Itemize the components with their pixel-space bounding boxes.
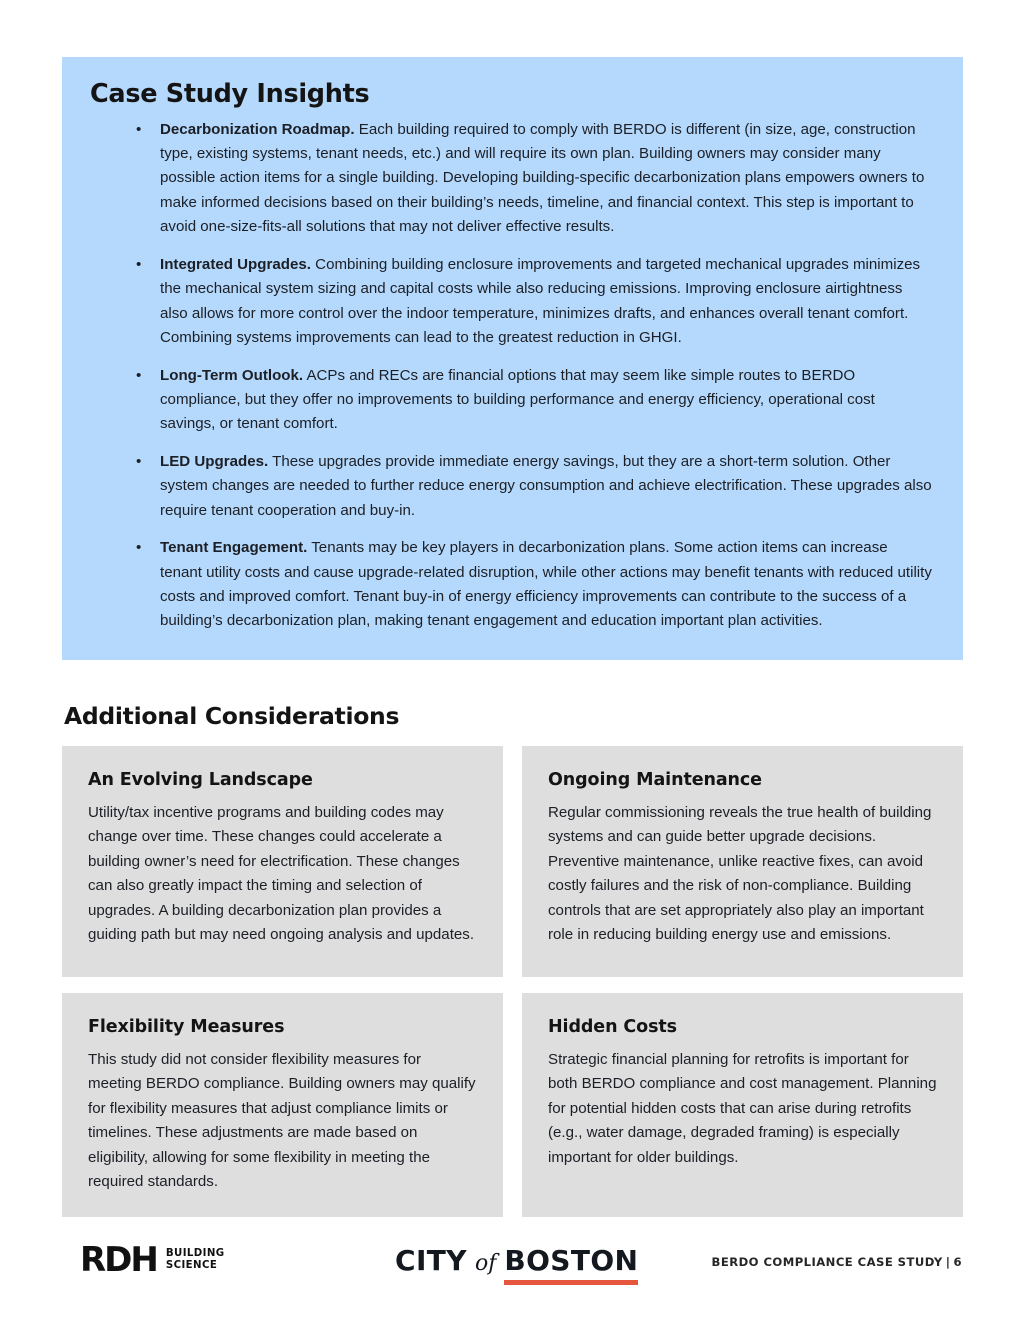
additional-considerations-title: Additional Considerations [64,702,400,730]
bullet-icon: • [136,120,142,138]
consideration-card-title: An Evolving Landscape [88,770,313,790]
additional-considerations-grid [62,746,963,1217]
bullet-icon: • [136,452,142,470]
case-study-insights-title: Case Study Insights [90,79,370,109]
insight-lead: LED Upgrades. [160,452,269,470]
insight-lead: Long-Term Outlook. [160,366,304,384]
consideration-card-title: Ongoing Maintenance [548,770,762,790]
boston-logo-name-wrap [504,1244,638,1285]
rdh-tagline [166,1248,225,1273]
consideration-card-body: Regular commissioning reveals the true health of building systems and can guide better upgrade decisions. Preventive maintenance, unlike reactive fixes, can avoid costly failures and the risk of non-compliance. Building controls that are set appropriately also play an important role in reducing building energy use and emissions. [548,804,932,944]
rdh-tagline-line1: BUILDING [165,1247,225,1259]
city-of-boston-logo [395,1244,638,1285]
footer-document-label [712,1255,962,1269]
insight-lead: Decarbonization Roadmap. [160,120,355,138]
bullet-icon: • [136,366,142,384]
bullet-icon: • [136,539,142,557]
insight-item [76,536,933,634]
consideration-card [522,993,963,1217]
rdh-wordmark: RDH [80,1240,157,1280]
consideration-card-title: Flexibility Measures [88,1017,285,1037]
insight-body: Combining building enclosure improvements and targeted mechanical upgrades minimizes the mechanical system sizing and capital costs while also reducing emissions. Improving enclosure airtightness also allows for more control over the indoor temperature, minimizes drafts, and enhances overall tenant comfort. Combining systems improvements can lead to the greatest reduction in GHGI. [160,255,921,347]
boston-logo-city: CITY [395,1244,467,1277]
consideration-card-body: Strategic financial planning for retrofits is important for both BERDO compliance and cost management. Planning for potential hidden costs that can arise during retrofits (e.g., water damage, degraded framing) is especially important for older buildings. [548,1051,937,1166]
insight-body: ACPs and RECs are financial options that may seem like simple routes to BERDO compliance, but they offer no improvements to building performance and energy efficiency, operational cost savings, or tenant comfort. [160,366,875,433]
boston-logo-name: BOSTON [504,1244,639,1277]
rdh-building-science-logo [80,1240,225,1280]
insight-body: These upgrades provide immediate energy savings, but they are a short-term solution. Other system changes are needed to further reduce energy consumption and achieve electrification. These upgrades also require tenant cooperation and buy-in. [160,452,932,519]
consideration-card-body: Utility/tax incentive programs and building codes may change over time. These changes could accelerate a building owner’s need for electrification. These changes can also greatly impact the timing and selection of upgrades. A building decarbonization plan provides a guiding path but may need ongoing analysis and updates. [88,804,475,944]
page-footer [0,1238,1020,1298]
footer-separator: | [945,1255,951,1269]
consideration-card-body: This study did not consider flexibility measures for meeting BERDO compliance. Building owners may qualify for flexibility measures that adjust compliance limits or timelines. These adjustments are made based on eligibility, allowing for some flexibility in meeting the required standards. [88,1051,476,1191]
insight-body: Each building required to comply with BERDO is different (in size, age, construction type, existing systems, tenant needs, etc.) and will require its own plan. Building owners may consider many possible action items for a single building. Developing building-specific decarbonization plans empowers owners to make informed decisions based on their building’s needs, timeline, and financial context. This step is important to avoid one-size-fits-all solutions that may not deliver effective results. [160,120,925,236]
boston-logo-of: of [474,1251,497,1276]
insight-body: Tenants may be key players in decarbonization plans. Some action items can increase tenant utility costs and cause upgrade-related disruption, while other actions may benefit tenants with reduced utility costs and improved comfort. Tenant buy-in of energy efficiency improvements can contribute to the success of a building’s decarbonization plan, making tenant engagement and education important plan activities. [160,539,932,630]
insight-lead: Integrated Upgrades. [160,255,311,273]
consideration-card [522,746,963,977]
consideration-card-title: Hidden Costs [548,1017,677,1037]
bullet-icon: • [136,255,142,273]
consideration-card [62,993,503,1217]
insight-item [76,450,933,523]
footer-doc-title: BERDO COMPLIANCE CASE STUDY [711,1255,943,1269]
insight-lead: Tenant Engagement. [160,539,308,557]
consideration-card [62,746,503,977]
insight-item [76,118,933,240]
rdh-tagline-line2: SCIENCE [165,1260,218,1272]
insight-item [76,253,933,351]
footer-page-number: 6 [953,1255,962,1269]
insight-item [76,364,933,437]
boston-logo-underline [504,1280,638,1285]
case-study-insights-panel [62,57,963,660]
insights-list [76,118,933,634]
